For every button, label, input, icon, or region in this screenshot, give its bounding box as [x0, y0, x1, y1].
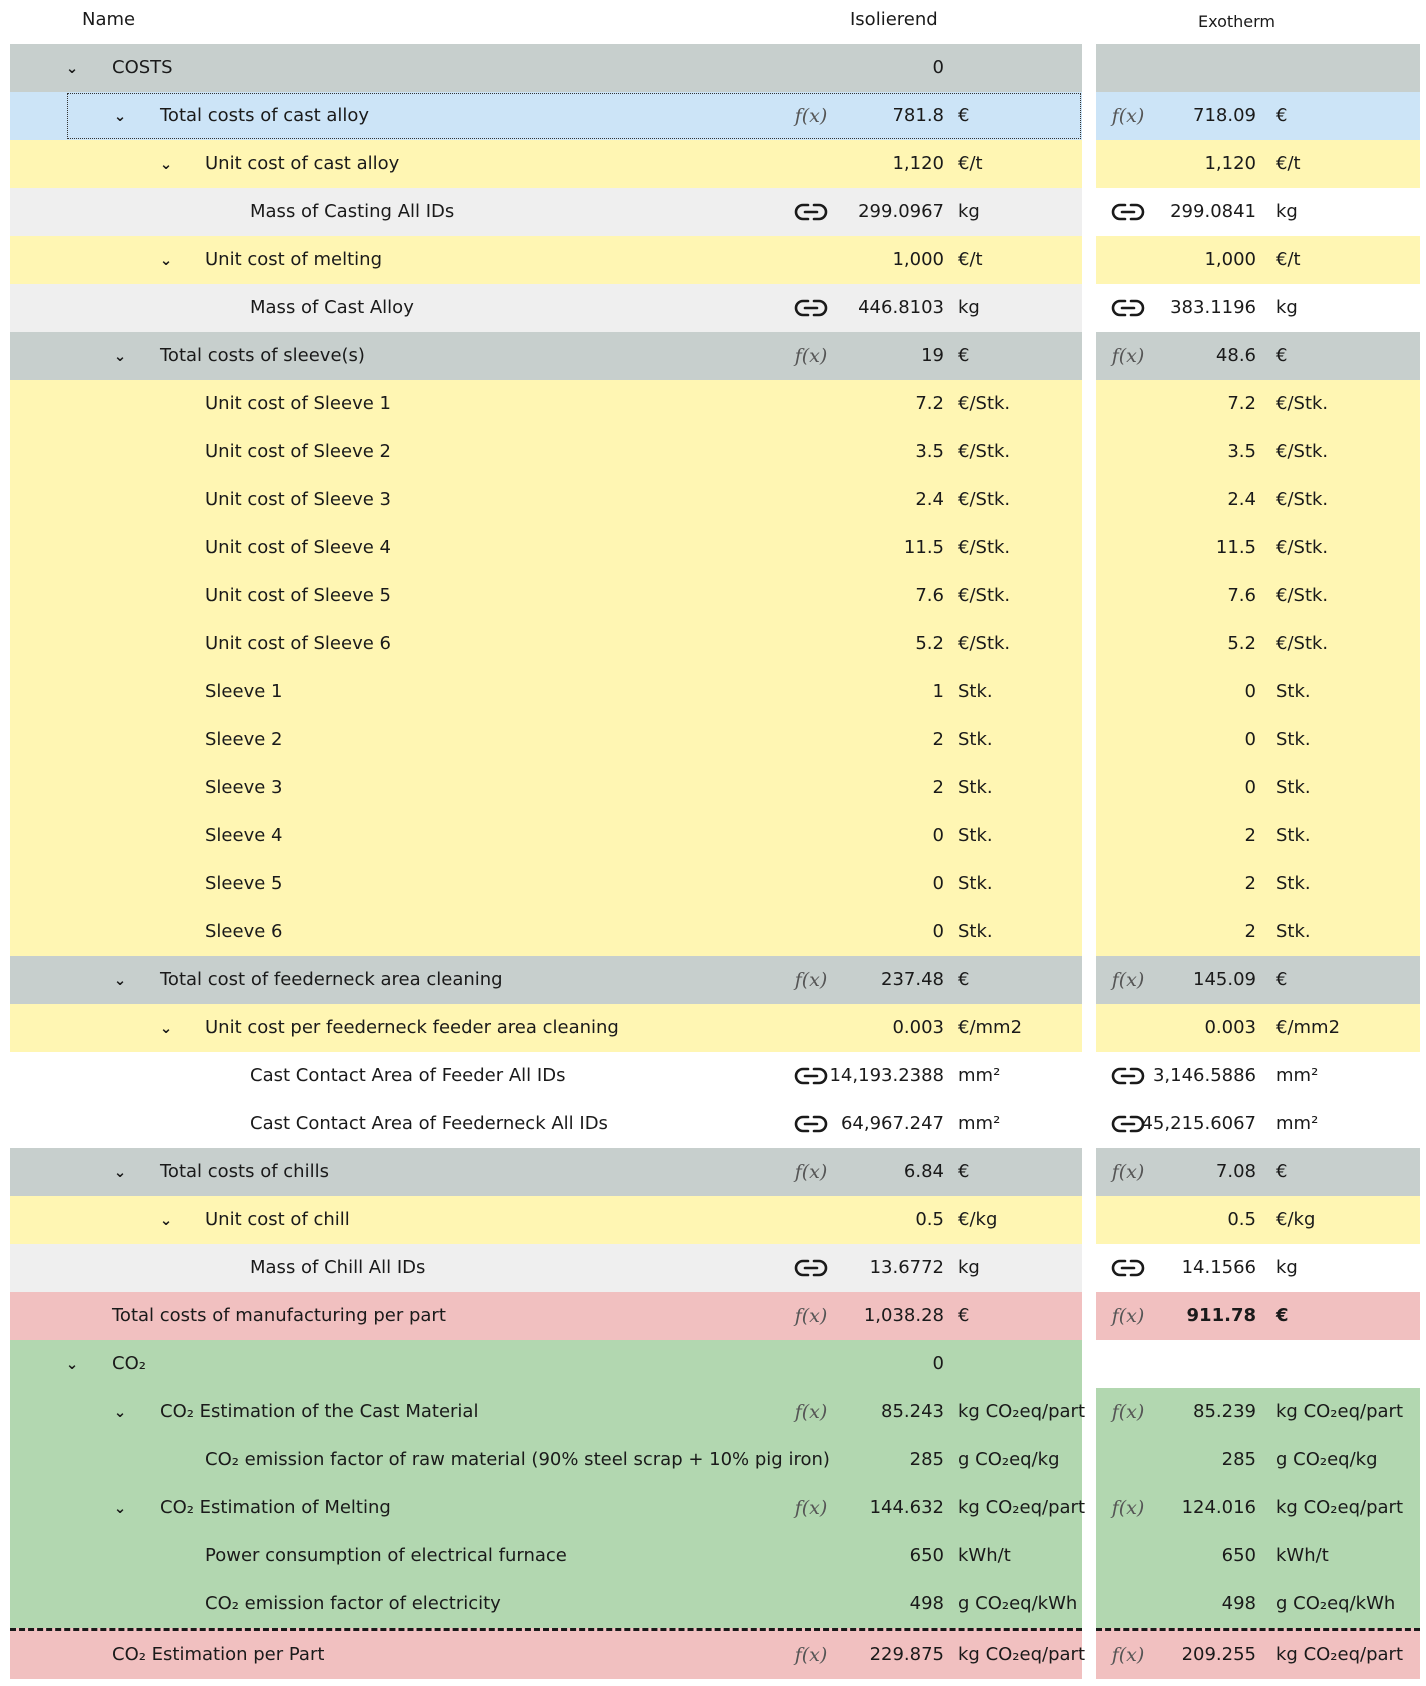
value-isolierend[interactable]: 2	[932, 729, 944, 750]
unit-exotherm: €	[1276, 105, 1288, 126]
unit-exotherm: €/Stk.	[1276, 489, 1329, 510]
unit-isolierend: mm²	[958, 1113, 1001, 1134]
unit-isolierend: kg	[958, 201, 980, 222]
value-row-exotherm[interactable]	[1096, 428, 1420, 476]
value-row-exotherm[interactable]	[1096, 1292, 1420, 1340]
value-isolierend[interactable]: 1,038.28	[863, 1305, 944, 1326]
value-exotherm[interactable]: 0.003	[1204, 1017, 1256, 1038]
unit-exotherm: €/Stk.	[1276, 441, 1329, 462]
row-label: Unit cost of Sleeve 5	[205, 585, 391, 606]
formula-icon[interactable]: f(x)	[794, 1305, 828, 1327]
row-label: COSTS	[112, 57, 173, 78]
row-label: Unit cost of Sleeve 1	[205, 393, 391, 414]
unit-isolierend: €/Stk.	[958, 537, 1011, 558]
value-row-exotherm[interactable]	[1096, 92, 1420, 140]
unit-isolierend: €	[958, 345, 970, 366]
value-isolierend[interactable]: 229.875	[869, 1644, 944, 1665]
value-row-exotherm[interactable]	[1096, 1628, 1420, 1679]
value-isolierend[interactable]: 446.8103	[858, 297, 944, 318]
formula-icon[interactable]: f(x)	[1111, 1401, 1145, 1423]
unit-exotherm: €	[1276, 1305, 1289, 1326]
value-exotherm[interactable]: 7.6	[1227, 585, 1256, 606]
value-exotherm[interactable]: 0	[1244, 777, 1256, 798]
unit-exotherm: kg	[1276, 297, 1298, 318]
formula-icon[interactable]: f(x)	[1111, 105, 1145, 127]
unit-isolierend: g CO₂eq/kg	[958, 1449, 1060, 1470]
tree-row[interactable]	[10, 1196, 1082, 1244]
value-exotherm[interactable]: 14.1566	[1181, 1257, 1256, 1278]
unit-exotherm: Stk.	[1276, 729, 1311, 750]
unit-exotherm: €/Stk.	[1276, 633, 1329, 654]
row-label: CO₂ Estimation of Melting	[160, 1497, 391, 1518]
value-row-exotherm[interactable]	[1096, 188, 1420, 236]
unit-exotherm: €	[1276, 969, 1288, 990]
value-isolierend[interactable]: 237.48	[881, 969, 944, 990]
tree-row[interactable]	[10, 1244, 1082, 1292]
value-isolierend[interactable]: 6.84	[903, 1161, 944, 1182]
value-row-exotherm[interactable]	[1096, 764, 1420, 812]
value-row-exotherm[interactable]	[1096, 1532, 1420, 1580]
value-isolierend[interactable]: 0	[932, 921, 944, 942]
value-isolierend[interactable]: 5.2	[915, 633, 944, 654]
value-row-exotherm[interactable]	[1096, 140, 1420, 188]
unit-isolierend: Stk.	[958, 873, 993, 894]
tree-row[interactable]	[10, 572, 1082, 620]
value-row-exotherm[interactable]	[1096, 1004, 1420, 1052]
chevron-down-icon[interactable]: ⌄	[113, 347, 127, 365]
value-exotherm[interactable]: 2.4	[1227, 489, 1256, 510]
row-label: Unit cost of Sleeve 4	[205, 537, 391, 558]
chevron-down-icon[interactable]: ⌄	[113, 107, 127, 125]
value-exotherm[interactable]: 0.5	[1227, 1209, 1256, 1230]
tree-row[interactable]	[10, 812, 1082, 860]
unit-isolierend: Stk.	[958, 681, 993, 702]
chevron-down-icon[interactable]: ⌄	[113, 1163, 127, 1181]
column-header-name[interactable]: Name	[82, 9, 136, 30]
value-isolierend[interactable]: 3.5	[915, 441, 944, 462]
value-isolierend[interactable]: 650	[909, 1545, 944, 1566]
tree-row[interactable]	[10, 1436, 1082, 1484]
chevron-down-icon[interactable]: ⌄	[113, 971, 127, 989]
unit-exotherm: €/kg	[1276, 1209, 1316, 1230]
value-row-exotherm[interactable]	[1096, 1436, 1420, 1484]
unit-exotherm: €/Stk.	[1276, 393, 1329, 414]
tree-row[interactable]	[10, 860, 1082, 908]
unit-isolierend: Stk.	[958, 921, 993, 942]
value-row-exotherm[interactable]	[1096, 620, 1420, 668]
chevron-down-icon[interactable]: ⌄	[113, 1499, 127, 1517]
unit-exotherm: €/Stk.	[1276, 585, 1329, 606]
row-label: CO₂ Estimation per Part	[112, 1644, 325, 1665]
column-header-isolierend[interactable]: Isolierend	[850, 9, 938, 30]
value-isolierend[interactable]: 64,967.247	[840, 1113, 944, 1134]
unit-exotherm: €/t	[1276, 153, 1301, 174]
tree-row[interactable]	[10, 1148, 1082, 1196]
unit-isolierend: €	[958, 1161, 970, 1182]
unit-exotherm: Stk.	[1276, 777, 1311, 798]
unit-isolierend: €	[958, 105, 970, 126]
value-exotherm[interactable]: 3.5	[1227, 441, 1256, 462]
tree-row[interactable]	[10, 1100, 1082, 1148]
chevron-down-icon[interactable]: ⌄	[159, 1019, 173, 1037]
tree-row[interactable]	[10, 332, 1082, 380]
value-exotherm[interactable]: 11.5	[1215, 537, 1256, 558]
value-exotherm[interactable]: 5.2	[1227, 633, 1256, 654]
tree-row[interactable]	[10, 668, 1082, 716]
unit-isolierend: g CO₂eq/kWh	[958, 1593, 1078, 1614]
value-row-exotherm[interactable]	[1096, 1052, 1420, 1100]
value-exotherm[interactable]: 3,146.5886	[1152, 1065, 1256, 1086]
value-row-exotherm[interactable]	[1096, 1340, 1420, 1388]
value-isolierend[interactable]: 498	[909, 1593, 944, 1614]
value-exotherm[interactable]: 650	[1221, 1545, 1256, 1566]
unit-exotherm: kg	[1276, 201, 1298, 222]
value-row-exotherm[interactable]	[1096, 524, 1420, 572]
row-label: Unit cost of Sleeve 6	[205, 633, 391, 654]
row-label: Unit cost of chill	[205, 1209, 350, 1230]
tree-row[interactable]	[10, 92, 1082, 140]
chevron-down-icon[interactable]: ⌄	[159, 251, 173, 269]
unit-isolierend: €/Stk.	[958, 633, 1011, 654]
unit-isolierend: Stk.	[958, 777, 993, 798]
chevron-down-icon[interactable]: ⌄	[65, 1355, 79, 1373]
value-exotherm[interactable]: 498	[1221, 1593, 1256, 1614]
unit-isolierend: €/t	[958, 249, 983, 270]
tree-row[interactable]	[10, 908, 1082, 956]
row-label: Total costs of sleeve(s)	[160, 345, 365, 366]
value-exotherm[interactable]: 7.2	[1227, 393, 1256, 414]
formula-icon[interactable]: f(x)	[794, 1401, 828, 1423]
value-exotherm[interactable]: 911.78	[1186, 1305, 1256, 1326]
value-row-exotherm[interactable]	[1096, 1388, 1420, 1436]
value-exotherm[interactable]: 2	[1244, 921, 1256, 942]
unit-exotherm: kWh/t	[1276, 1545, 1329, 1566]
value-isolierend[interactable]: 1	[932, 681, 944, 702]
value-isolierend[interactable]: 2.4	[915, 489, 944, 510]
tree-row[interactable]	[10, 620, 1082, 668]
unit-isolierend: €/Stk.	[958, 585, 1011, 606]
row-label: Cast Contact Area of Feederneck All IDs	[250, 1113, 608, 1134]
value-isolierend[interactable]: 144.632	[869, 1497, 944, 1518]
value-isolierend[interactable]: 0.5	[915, 1209, 944, 1230]
value-row-exotherm[interactable]	[1096, 236, 1420, 284]
tree-row[interactable]	[10, 956, 1082, 1004]
value-isolierend[interactable]: 285	[909, 1449, 944, 1470]
tree-row[interactable]	[10, 1388, 1086, 1436]
tree-table-isolierend	[10, 44, 1086, 1679]
row-label: Unit cost of melting	[205, 249, 383, 270]
row-label: Power consumption of electrical furnace	[205, 1545, 567, 1566]
tree-row[interactable]	[10, 1628, 1086, 1679]
tree-row[interactable]	[10, 44, 1082, 92]
value-exotherm[interactable]: 85.239	[1193, 1401, 1256, 1422]
value-isolierend[interactable]: 299.0967	[858, 201, 944, 222]
row-label: CO₂ Estimation of the Cast Material	[160, 1401, 479, 1422]
tree-row[interactable]	[10, 476, 1082, 524]
value-exotherm[interactable]: 1,000	[1204, 249, 1256, 270]
value-row-exotherm[interactable]	[1096, 860, 1420, 908]
unit-isolierend: Stk.	[958, 729, 993, 750]
tree-row[interactable]	[10, 1004, 1082, 1052]
tree-row[interactable]	[10, 380, 1082, 428]
value-exotherm[interactable]: 2	[1244, 873, 1256, 894]
unit-isolierend: €	[958, 1305, 970, 1326]
row-label: Unit cost of Sleeve 3	[205, 489, 391, 510]
value-exotherm[interactable]: 145.09	[1193, 969, 1256, 990]
tree-row[interactable]	[10, 236, 1082, 284]
tree-row[interactable]	[10, 140, 1082, 188]
value-row-exotherm[interactable]	[1096, 44, 1420, 92]
unit-isolierend: €	[958, 969, 970, 990]
unit-exotherm: mm²	[1276, 1065, 1319, 1086]
unit-isolierend: €/kg	[958, 1209, 998, 1230]
value-row-exotherm[interactable]	[1096, 812, 1420, 860]
unit-exotherm: €	[1276, 1161, 1288, 1182]
value-isolierend[interactable]: 0	[932, 873, 944, 894]
value-row-exotherm[interactable]	[1096, 908, 1420, 956]
formula-icon[interactable]: f(x)	[794, 1644, 828, 1666]
value-row-exotherm[interactable]	[1096, 332, 1420, 380]
formula-icon[interactable]: f(x)	[1111, 1497, 1145, 1519]
row-label: Total costs of cast alloy	[160, 105, 370, 126]
unit-isolierend: kWh/t	[958, 1545, 1011, 1566]
formula-icon[interactable]: f(x)	[794, 1161, 828, 1183]
value-isolierend[interactable]: 85.243	[881, 1401, 944, 1422]
unit-isolierend: €/Stk.	[958, 393, 1011, 414]
unit-isolierend: kg CO₂eq/part	[958, 1644, 1086, 1665]
unit-exotherm: €/mm2	[1276, 1017, 1341, 1038]
value-row-exotherm[interactable]	[1096, 572, 1420, 620]
tree-row[interactable]	[10, 1580, 1082, 1628]
unit-exotherm: kg	[1276, 1257, 1298, 1278]
row-label: Mass of Cast Alloy	[250, 297, 414, 318]
tree-row[interactable]	[10, 1532, 1082, 1580]
value-exotherm[interactable]: 1,120	[1204, 153, 1256, 174]
value-isolierend[interactable]: 0	[932, 1353, 944, 1374]
value-row-exotherm[interactable]	[1096, 284, 1420, 332]
value-row-exotherm[interactable]	[1096, 1580, 1420, 1628]
row-label: Sleeve 2	[205, 729, 283, 750]
chevron-down-icon[interactable]: ⌄	[113, 1403, 127, 1421]
formula-icon[interactable]: f(x)	[1111, 1161, 1145, 1183]
unit-isolierend: kg	[958, 1257, 980, 1278]
tree-row[interactable]	[10, 1484, 1086, 1532]
row-label: Sleeve 3	[205, 777, 283, 798]
tree-row[interactable]	[10, 716, 1082, 764]
unit-exotherm: g CO₂eq/kWh	[1276, 1593, 1396, 1614]
unit-isolierend: €/mm2	[958, 1017, 1023, 1038]
value-row-exotherm[interactable]	[1096, 1100, 1420, 1148]
row-label: CO₂ emission factor of raw material (90% steel scrap + 10% pig iron)	[205, 1449, 830, 1470]
value-isolierend[interactable]: 14,193.2388	[829, 1065, 944, 1086]
value-row-exotherm[interactable]	[1096, 1244, 1420, 1292]
formula-icon[interactable]: f(x)	[794, 105, 828, 127]
unit-isolierend: mm²	[958, 1065, 1001, 1086]
unit-isolierend: kg CO₂eq/part	[958, 1401, 1086, 1422]
value-isolierend[interactable]: 19	[921, 345, 944, 366]
unit-exotherm: kg CO₂eq/part	[1276, 1497, 1404, 1518]
value-isolierend[interactable]: 13.6772	[869, 1257, 944, 1278]
value-isolierend[interactable]: 1,000	[892, 249, 944, 270]
row-label: Mass of Chill All IDs	[250, 1257, 426, 1278]
formula-icon[interactable]: f(x)	[1111, 1305, 1145, 1327]
row-label: Total cost of feederneck area cleaning	[160, 969, 503, 990]
value-isolierend[interactable]: 1,120	[892, 153, 944, 174]
value-exotherm[interactable]: 383.1196	[1170, 297, 1256, 318]
unit-isolierend: Stk.	[958, 825, 993, 846]
unit-isolierend: kg	[958, 297, 980, 318]
value-exotherm[interactable]: 718.09	[1193, 105, 1256, 126]
unit-exotherm: kg CO₂eq/part	[1276, 1401, 1404, 1422]
value-exotherm[interactable]: 299.0841	[1170, 201, 1256, 222]
row-label: Sleeve 6	[205, 921, 283, 942]
value-exotherm[interactable]: 209.255	[1181, 1644, 1256, 1665]
value-isolierend[interactable]: 7.2	[915, 393, 944, 414]
value-exotherm[interactable]: 285	[1221, 1449, 1256, 1470]
tree-row[interactable]	[10, 1340, 1082, 1388]
value-row-exotherm[interactable]	[1096, 476, 1420, 524]
unit-exotherm: Stk.	[1276, 921, 1311, 942]
tree-row[interactable]	[10, 1052, 1082, 1100]
unit-exotherm: €/Stk.	[1276, 537, 1329, 558]
tree-row[interactable]	[10, 764, 1082, 812]
value-row-exotherm[interactable]	[1096, 380, 1420, 428]
formula-icon[interactable]: f(x)	[1111, 345, 1145, 367]
formula-icon[interactable]: f(x)	[794, 345, 828, 367]
value-exotherm[interactable]: 2	[1244, 825, 1256, 846]
value-row-exotherm[interactable]	[1096, 956, 1420, 1004]
value-isolierend[interactable]: 0.003	[892, 1017, 944, 1038]
row-label: Unit cost per feederneck feeder area cleaning	[205, 1017, 619, 1038]
formula-icon[interactable]: f(x)	[794, 969, 828, 991]
row-label: Unit cost of cast alloy	[205, 153, 400, 174]
row-label: CO₂	[112, 1353, 146, 1374]
tree-row[interactable]	[10, 1292, 1082, 1340]
row-label: Mass of Casting All IDs	[250, 201, 455, 222]
chevron-down-icon[interactable]: ⌄	[159, 1211, 173, 1229]
formula-icon[interactable]: f(x)	[1111, 1644, 1145, 1666]
row-label: Cast Contact Area of Feeder All IDs	[250, 1065, 566, 1086]
value-exotherm[interactable]: 45,215.6067	[1141, 1113, 1256, 1134]
unit-isolierend: €/Stk.	[958, 441, 1011, 462]
value-exotherm[interactable]: 48.6	[1215, 345, 1256, 366]
formula-icon[interactable]: f(x)	[794, 1497, 828, 1519]
unit-exotherm: €/t	[1276, 249, 1301, 270]
row-label: Sleeve 1	[205, 681, 283, 702]
unit-isolierend: €/t	[958, 153, 983, 174]
column-header-exotherm[interactable]: Exotherm	[1198, 12, 1276, 31]
chevron-down-icon[interactable]: ⌄	[159, 155, 173, 173]
tree-row[interactable]	[10, 284, 1082, 332]
value-table-exotherm	[1096, 44, 1420, 1679]
value-isolierend[interactable]: 11.5	[903, 537, 944, 558]
unit-exotherm: Stk.	[1276, 825, 1311, 846]
unit-exotherm: g CO₂eq/kg	[1276, 1449, 1378, 1470]
value-isolierend[interactable]: 781.8	[892, 105, 944, 126]
unit-exotherm: kg CO₂eq/part	[1276, 1644, 1404, 1665]
row-label: Sleeve 5	[205, 873, 283, 894]
value-isolierend[interactable]: 2	[932, 777, 944, 798]
unit-exotherm: €	[1276, 345, 1288, 366]
value-isolierend[interactable]: 0	[932, 57, 944, 78]
value-row-exotherm[interactable]	[1096, 716, 1420, 764]
value-row-exotherm[interactable]	[1096, 1196, 1420, 1244]
unit-exotherm: Stk.	[1276, 681, 1311, 702]
value-row-exotherm[interactable]	[1096, 668, 1420, 716]
value-exotherm[interactable]: 0	[1244, 681, 1256, 702]
row-label: Total costs of chills	[160, 1161, 329, 1182]
chevron-down-icon[interactable]: ⌄	[65, 59, 79, 77]
value-isolierend[interactable]: 7.6	[915, 585, 944, 606]
value-exotherm[interactable]: 0	[1244, 729, 1256, 750]
value-row-exotherm[interactable]	[1096, 1484, 1420, 1532]
unit-exotherm: Stk.	[1276, 873, 1311, 894]
tree-row[interactable]	[10, 188, 1082, 236]
tree-row[interactable]	[10, 524, 1082, 572]
unit-isolierend: kg CO₂eq/part	[958, 1497, 1086, 1518]
value-exotherm[interactable]: 7.08	[1215, 1161, 1256, 1182]
unit-isolierend: €/Stk.	[958, 489, 1011, 510]
unit-exotherm: mm²	[1276, 1113, 1319, 1134]
formula-icon[interactable]: f(x)	[1111, 969, 1145, 991]
row-label: CO₂ emission factor of electricity	[205, 1593, 501, 1614]
value-exotherm[interactable]: 124.016	[1181, 1497, 1256, 1518]
value-row-exotherm[interactable]	[1096, 1148, 1420, 1196]
tree-row[interactable]	[10, 428, 1082, 476]
row-label: Total costs of manufacturing per part	[112, 1305, 446, 1326]
value-isolierend[interactable]: 0	[932, 825, 944, 846]
row-label: Unit cost of Sleeve 2	[205, 441, 391, 462]
row-label: Sleeve 4	[205, 825, 283, 846]
